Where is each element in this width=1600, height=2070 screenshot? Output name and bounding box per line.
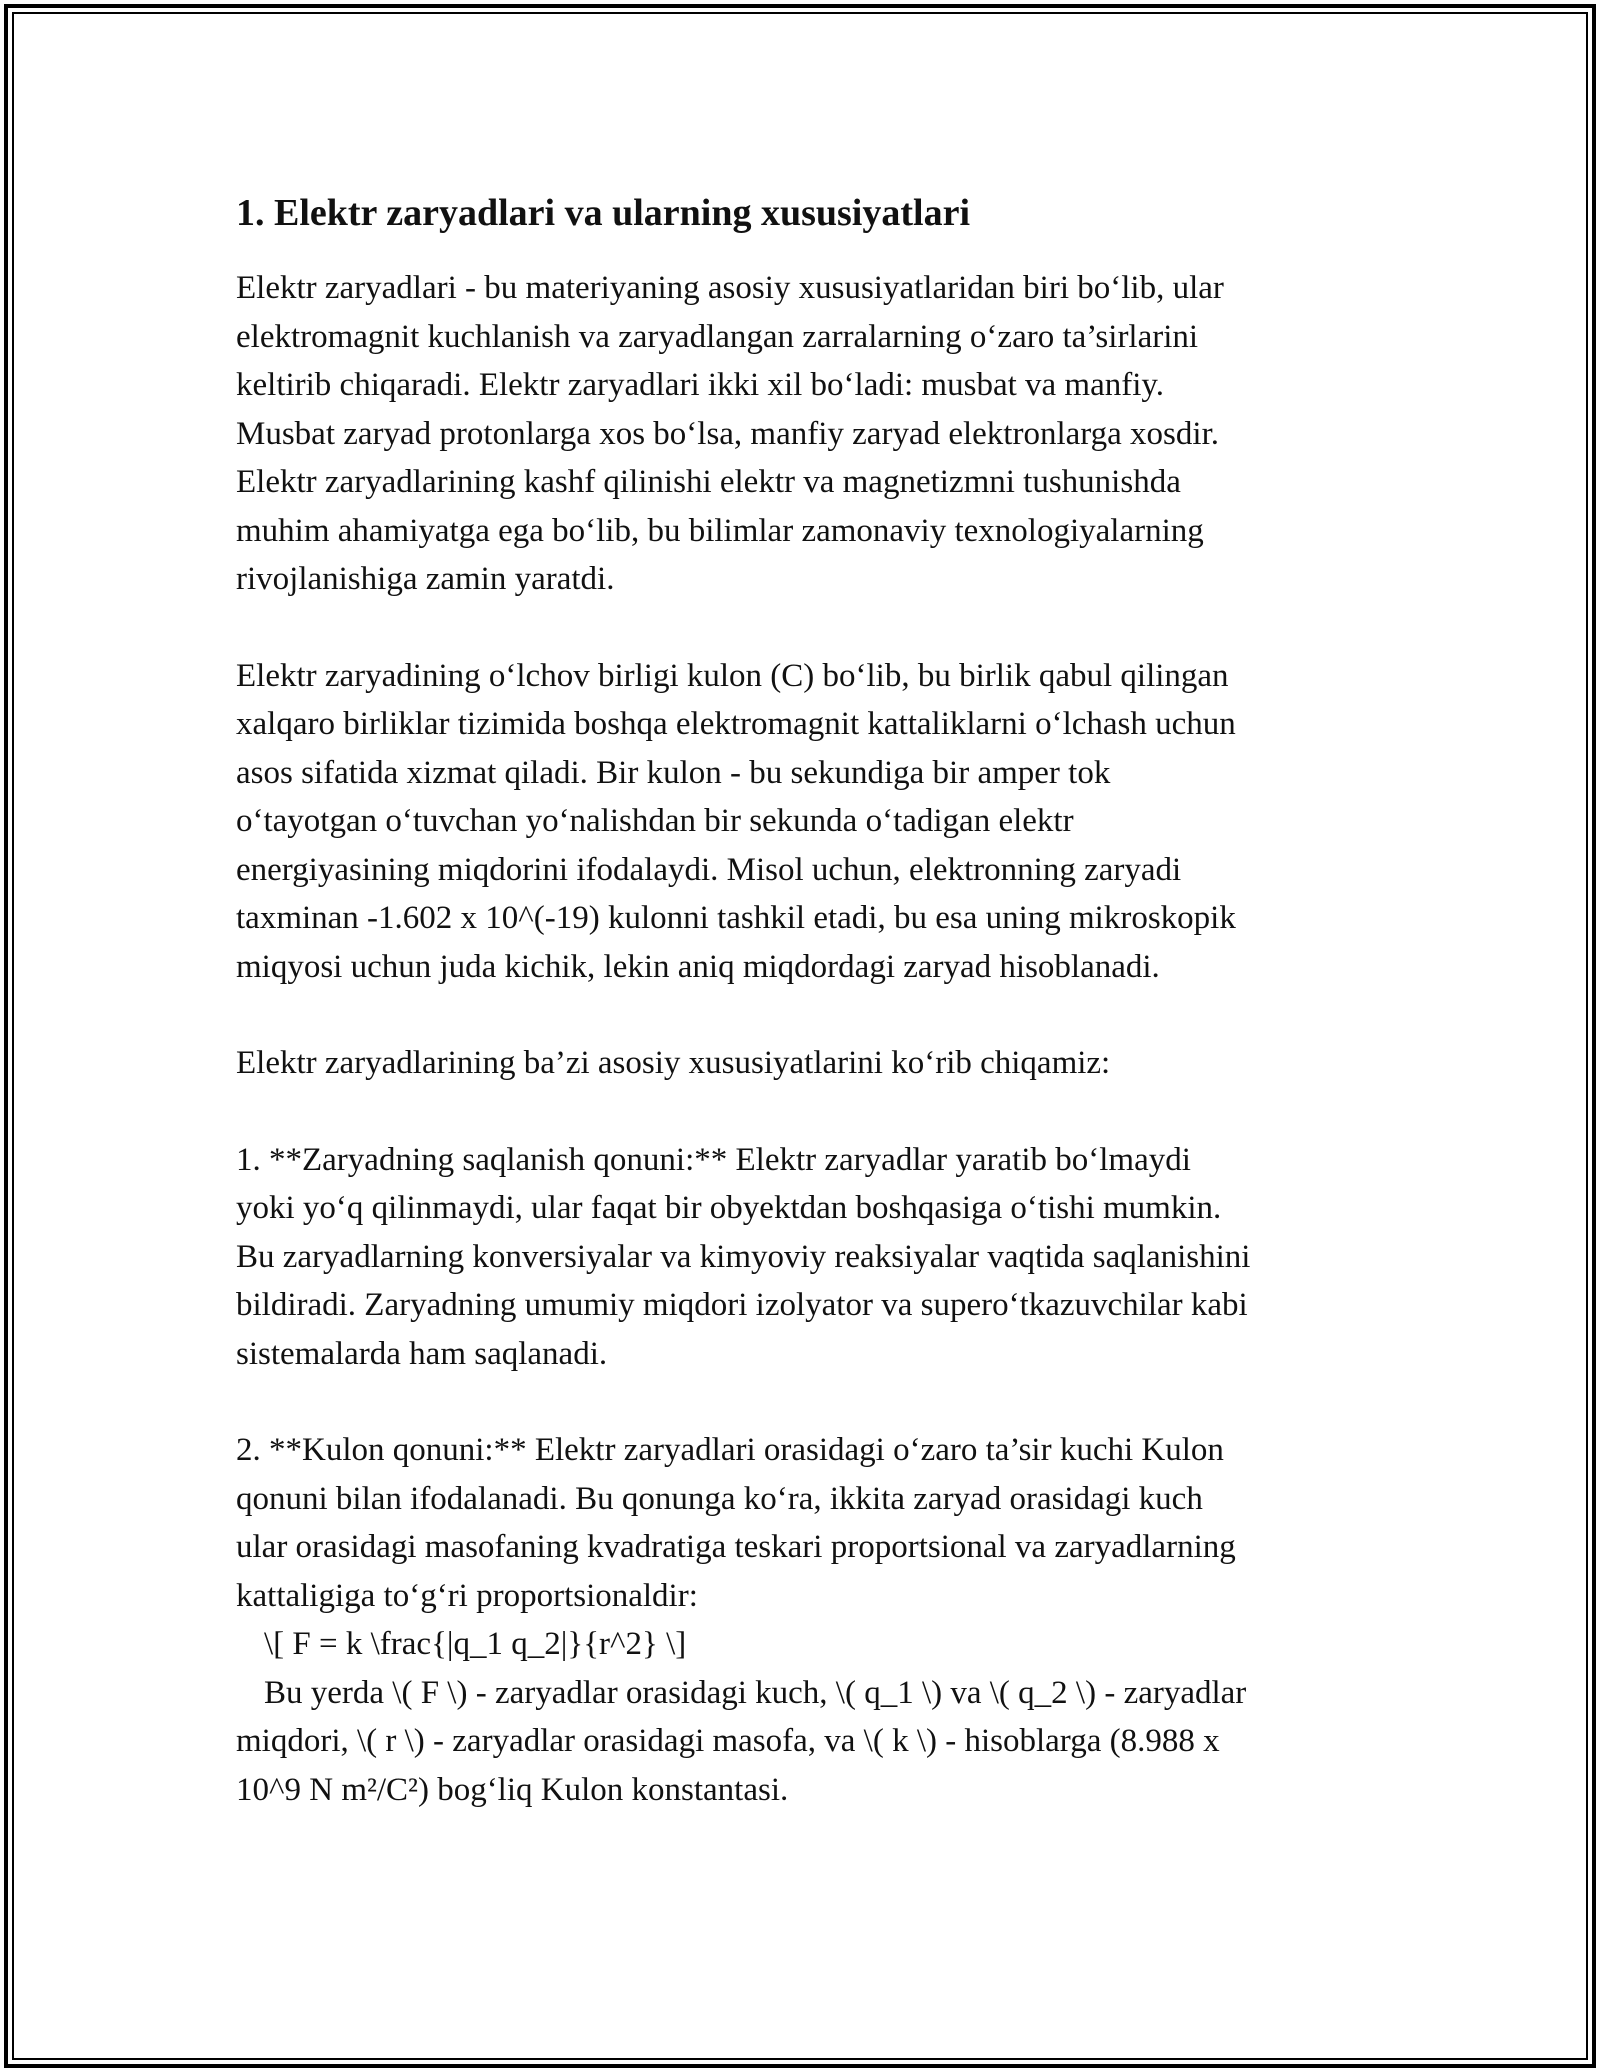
text-line: Musbat zaryad protonlarga xos bo‘lsa, manfiy zaryad elektronlarga xosdir. bbox=[236, 415, 1219, 452]
text-line: taxminan -1.602 x 10^(-19) kulonni tashkil etadi, bu esa uning mikroskopik bbox=[236, 900, 1236, 936]
text-line: kattaligiga to‘g‘ri proportsionaldir: bbox=[236, 1577, 698, 1614]
text-line: Elektr zaryadlarining kashf qilinishi elektr va magnetizmni tushunishda bbox=[236, 464, 1181, 500]
text-line: Elektr zaryadlarining ba’zi asosiy xususiyatlarini ko‘rib chiqamiz: bbox=[236, 1045, 1111, 1081]
text-line: 10^9 N m²/C²) bog‘liq Kulon konstantasi. bbox=[236, 1771, 789, 1808]
text-line: 1. **Zaryadning saqlanish qonuni:** Elektr zaryadlar yaratib bo‘lmaydi bbox=[236, 1141, 1191, 1178]
text-line: yoki yo‘q qilinmaydi, ular faqat bir obyektdan boshqasiga o‘tishi mumkin. bbox=[236, 1190, 1222, 1226]
text-line: asos sifatida xizmat qiladi. Bir kulon - bu sekundiga bir amper tok bbox=[236, 754, 1111, 791]
text-line: qonuni bilan ifodalanadi. Bu qonunga ko‘ra, ikkita zaryad orasidagi kuch bbox=[236, 1480, 1203, 1517]
text-line: Elektr zaryadlari - bu materiyaning asosiy xususiyatlaridan biri bo‘lib, ular bbox=[236, 270, 1224, 306]
paragraph-conservation-law bbox=[236, 1136, 1376, 1379]
paragraph-intro bbox=[236, 264, 1376, 604]
text-line: rivojlanishiga zamin yaratdi. bbox=[236, 561, 615, 597]
paragraph-unit bbox=[236, 652, 1376, 992]
text-line: 2. **Kulon qonuni:** Elektr zaryadlari orasidagi o‘zaro ta’sir kuchi Kulon bbox=[236, 1432, 1224, 1468]
document-body bbox=[236, 190, 1376, 1862]
paragraph-coulomb-law bbox=[236, 1426, 1376, 1814]
text-line: muhim ahamiyatga ega bo‘lib, bu bilimlar zamonaviy texnologiyalarning bbox=[236, 512, 1204, 549]
section-heading: 1. Elektr zaryadlari va ularning xususiyatlari bbox=[236, 192, 971, 234]
text-line: bildiradi. Zaryadning umumiy miqdori izolyator va supero‘tkazuvchilar kabi bbox=[236, 1287, 1248, 1323]
text-line: Elektr zaryadining o‘lchov birligi kulon (C) bo‘lib, bu birlik qabul qilingan bbox=[236, 657, 1229, 694]
paragraph-properties-intro bbox=[236, 1039, 1376, 1088]
text-line: ular orasidagi masofaning kvadratiga teskari proportsional va zaryadlarning bbox=[236, 1529, 1236, 1565]
text-line: Bu zaryadlarning konversiyalar va kimyoviy reaksiyalar vaqtida saqlanishini bbox=[236, 1238, 1251, 1275]
text-line: sistemalarda ham saqlanadi. bbox=[236, 1335, 608, 1372]
text-line: miqdori, \( r \) - zaryadlar orasidagi masofa, va \( k \) - hisoblarga (8.988 x bbox=[236, 1723, 1220, 1759]
formula-line: \[ F = k \frac{|q_1 q_2|}{r^2} \] bbox=[264, 1626, 687, 1662]
text-line: miqyosi uchun juda kichik, lekin aniq miqdordagi zaryad hisoblanadi. bbox=[236, 948, 1160, 985]
text-line: elektromagnit kuchlanish va zaryadlangan zarralarning o‘zaro ta’sirlarini bbox=[236, 318, 1199, 355]
text-line: keltirib chiqaradi. Elektr zaryadlari ikki xil bo‘ladi: musbat va manfiy. bbox=[236, 367, 1164, 403]
text-line: xalqaro birliklar tizimida boshqa elektromagnit kattaliklarni o‘lchash uchun bbox=[236, 706, 1236, 742]
text-line: energiyasining miqdorini ifodalaydi. Misol uchun, elektronning zaryadi bbox=[236, 851, 1182, 888]
text-line: o‘tayotgan o‘tuvchan yo‘nalishdan bir sekunda o‘tadigan elektr bbox=[236, 803, 1074, 839]
text-line: Bu yerda \( F \) - zaryadlar orasidagi kuch, \( q_1 \) va \( q_2 \) - zaryadlar bbox=[264, 1674, 1247, 1711]
